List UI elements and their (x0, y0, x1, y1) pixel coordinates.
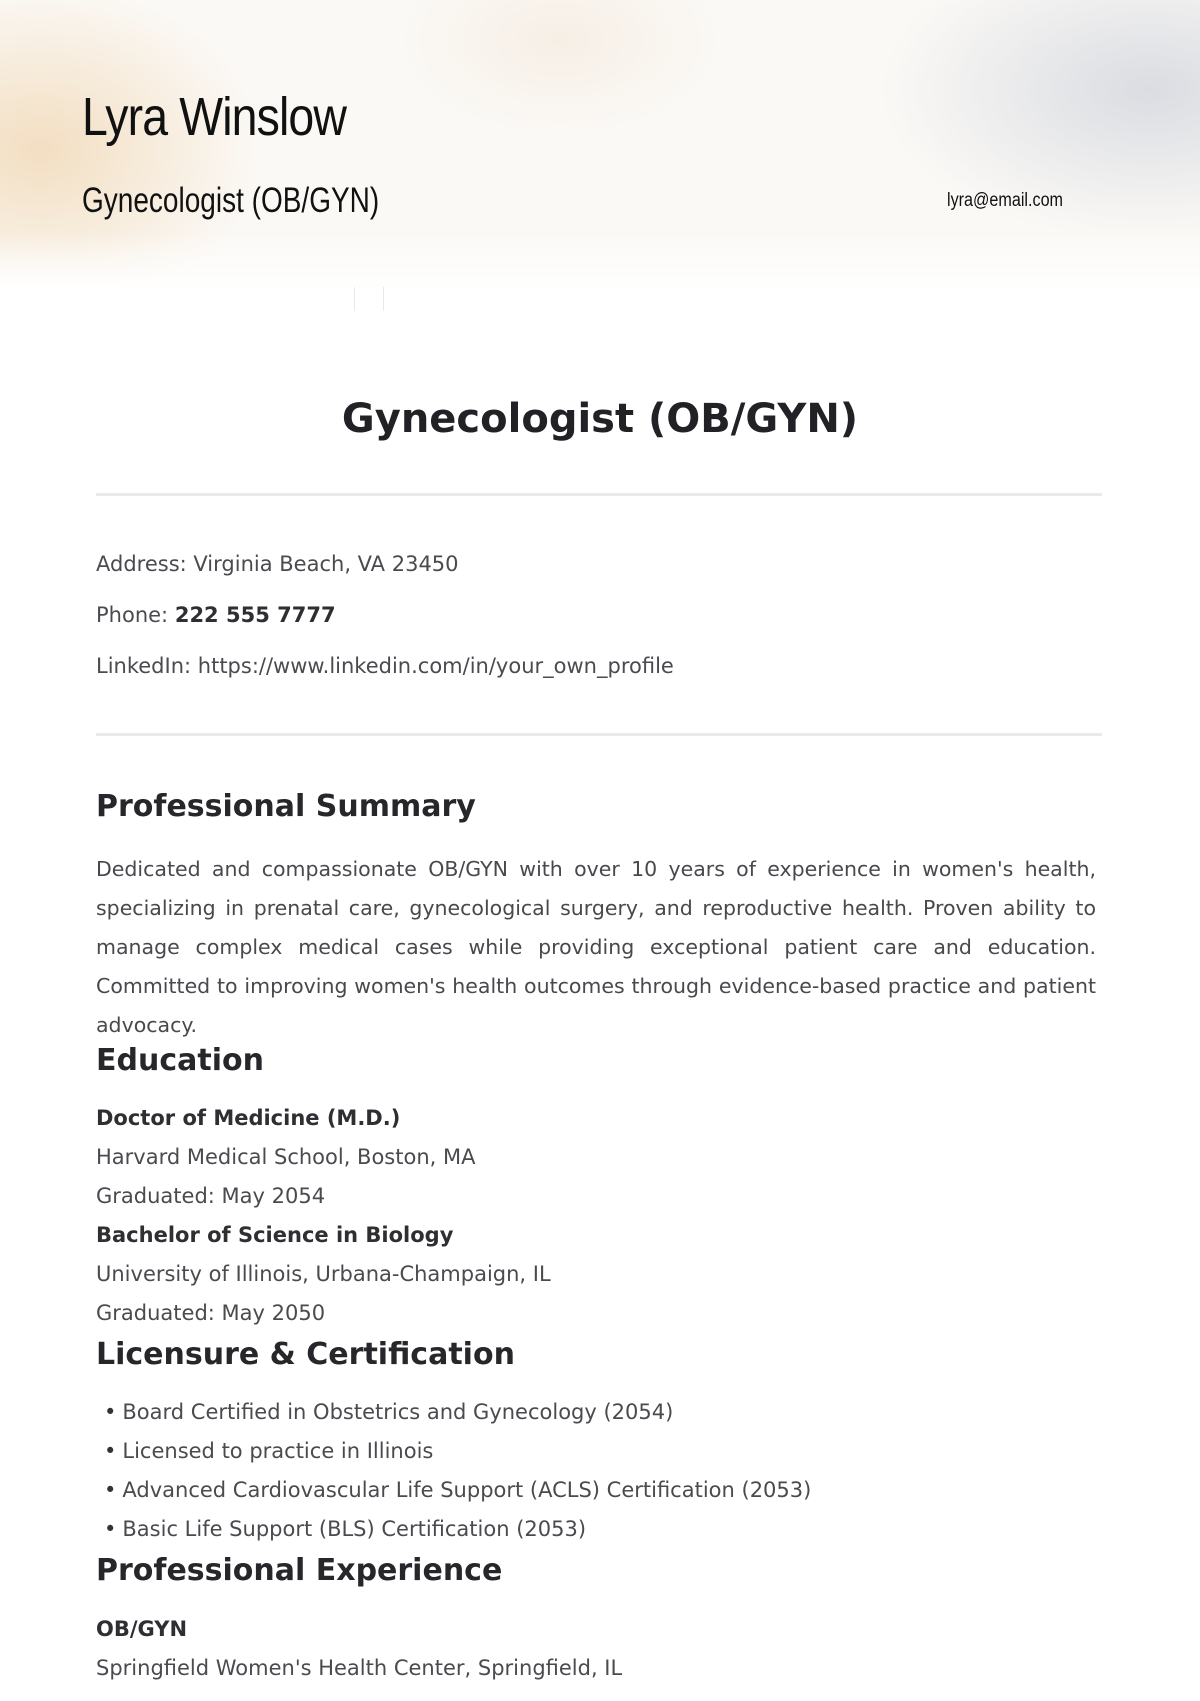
experience-title: OB/GYN (96, 1617, 188, 1641)
phone-value: 222 555 7777 (174, 603, 336, 627)
section-heading-experience: Professional Experience (96, 1553, 503, 1588)
contact-phone (96, 603, 336, 627)
bullet-icon: • (104, 1439, 117, 1463)
experience-employer: Springfield Women's Health Center, Springfield, IL (96, 1656, 623, 1680)
licensure-text: Board Certified in Obstetrics and Gynecology (2054) (122, 1400, 674, 1424)
candidate-role: Gynecologist (OB/GYN) (82, 181, 380, 220)
header-fade (0, 232, 1200, 292)
education-degree: Doctor of Medicine (M.D.) (96, 1106, 401, 1130)
bullet-icon: • (104, 1400, 117, 1424)
document-title: Gynecologist (OB/GYN) (341, 396, 859, 442)
education-degree: Bachelor of Science in Biology (96, 1223, 454, 1247)
licensure-text: Advanced Cardiovascular Life Support (ACLS) Certification (2053) (122, 1478, 812, 1502)
contact-linkedin (96, 654, 674, 678)
licensure-item (104, 1517, 586, 1541)
contact-address (96, 552, 459, 576)
licensure-item (104, 1439, 433, 1463)
bullet-icon: • (104, 1478, 117, 1502)
section-heading-summary: Professional Summary (96, 789, 476, 824)
address-value: Virginia Beach, VA 23450 (193, 552, 459, 576)
bullet-icon: • (104, 1517, 117, 1541)
candidate-name: Lyra Winslow (82, 87, 347, 147)
education-school: Harvard Medical School, Boston, MA (96, 1145, 476, 1169)
education-graduated: Graduated: May 2054 (96, 1184, 326, 1208)
education-graduated: Graduated: May 2050 (96, 1301, 326, 1325)
linkedin-link[interactable]: https://www.linkedin.com/in/your_own_profile (197, 654, 674, 678)
divider-mark (383, 287, 384, 311)
address-label: Address: (96, 552, 187, 576)
divider-mark (354, 287, 355, 311)
summary-text: Dedicated and compassionate OB/GYN with over 10 years of experience in women's health, specializing in prenatal care, gynecological surgery, and reproductive health. Proven ability to manage complex medical cases while providing exceptional patient care and education. Committed to improving women's health outcomes through evidence-based practice and patient advocacy. (96, 857, 1096, 1037)
phone-label: Phone: (96, 603, 169, 627)
divider (96, 733, 1102, 736)
education-school: University of Illinois, Urbana-Champaign, IL (96, 1262, 551, 1286)
licensure-text: Basic Life Support (BLS) Certification (2053) (122, 1517, 587, 1541)
licensure-item (104, 1400, 673, 1424)
licensure-text: Licensed to practice in Illinois (122, 1439, 434, 1463)
linkedin-label: LinkedIn: (96, 654, 192, 678)
section-heading-education: Education (96, 1043, 264, 1078)
email-link[interactable]: lyra@email.com (947, 190, 1064, 211)
licensure-item (104, 1478, 811, 1502)
section-heading-licensure: Licensure & Certification (96, 1337, 515, 1372)
divider (96, 493, 1102, 496)
